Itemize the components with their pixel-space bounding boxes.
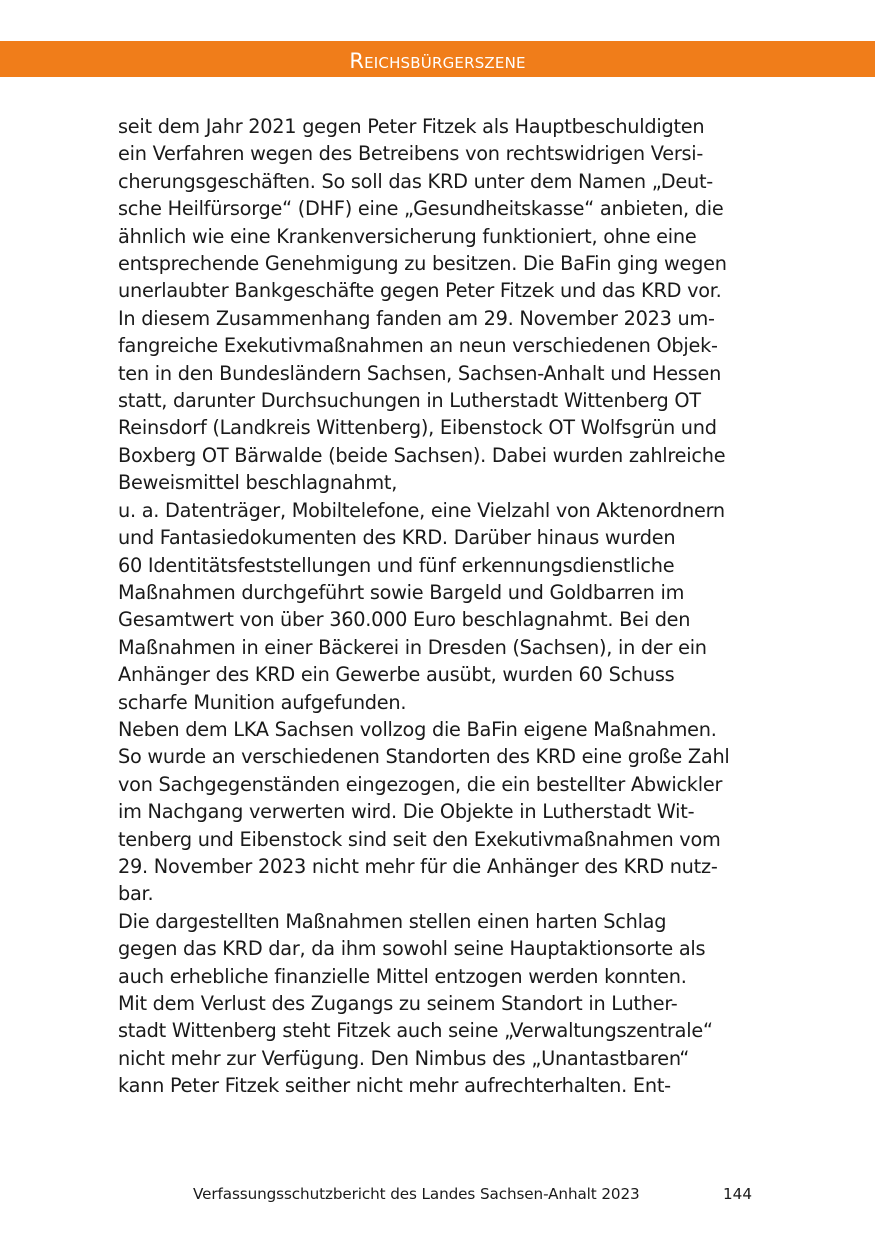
text-line: und Fantasiedokumenten des KRD. Darüber hinaus wurden	[118, 526, 676, 550]
text-line: bar.	[118, 882, 154, 906]
section-header-bar	[0, 41, 875, 77]
text-line: In diesem Zusammenhang fanden am 29. November 2023 um-	[118, 306, 715, 330]
text-line: ein Verfahren wegen des Betreibens von rechtswidrigen Versi-	[118, 142, 704, 166]
footer-publication-title: Verfassungsschutzbericht des Landes Sachsen-Anhalt 2023	[193, 1185, 640, 1203]
text-line: nicht mehr zur Verfügung. Den Nimbus des „Unantastbaren“	[118, 1046, 690, 1070]
text-line: cherungsgeschäften. So soll das KRD unter dem Namen „Deut-	[118, 169, 713, 193]
text-line: scharfe Munition aufgefunden.	[118, 690, 407, 714]
text-line: tenberg und Eibenstock sind seit den Exekutivmaßnahmen vom	[118, 827, 721, 851]
page-number: 144	[723, 1185, 752, 1203]
text-line: Neben dem LKA Sachsen vollzog die BaFin eigene Maßnahmen.	[118, 717, 717, 741]
text-line: seit dem Jahr 2021 gegen Peter Fitzek als Hauptbeschuldigten	[118, 115, 705, 138]
text-line: entsprechende Genehmigung zu besitzen. Die BaFin ging wegen	[118, 252, 727, 276]
text-line: u. a. Datenträger, Mobiltelefone, eine Vielzahl von Aktenordnern	[118, 498, 725, 522]
text-line: Maßnahmen durchgeführt sowie Bargeld und Goldbarren im	[118, 580, 685, 604]
text-line: So wurde an verschiedenen Standorten des KRD eine große Zahl	[118, 745, 730, 769]
text-line: gegen das KRD dar, da ihm sowohl seine Hauptaktionsorte als	[118, 937, 706, 961]
text-line: fangreiche Exekutivmaßnahmen an neun verschiedenen Objek-	[118, 334, 718, 358]
text-line: statt, darunter Durchsuchungen in Lutherstadt Wittenberg OT	[118, 389, 701, 413]
text-line: von Sachgegenständen eingezogen, die ein bestellter Abwickler	[118, 772, 723, 796]
text-line: im Nachgang verwerten wird. Die Objekte in Lutherstadt Wit-	[118, 800, 695, 824]
text-line: Gesamtwert von über 360.000 Euro beschlagnahmt. Bei den	[118, 608, 691, 632]
text-line: kann Peter Fitzek seither nicht mehr aufrechterhalten. Ent-	[118, 1074, 671, 1098]
text-line: sche Heilfürsorge“ (DHF) eine „Gesundheitskasse“ anbieten, die	[118, 197, 724, 221]
text-line: Die dargestellten Maßnahmen stellen einen harten Schlag	[118, 909, 667, 933]
text-line: unerlaubter Bankgeschäfte gegen Peter Fitzek und das KRD vor.	[118, 279, 722, 303]
section-title: Reichsbürgerszene	[349, 49, 526, 73]
text-line: Maßnahmen in einer Bäckerei in Dresden (Sachsen), in der ein	[118, 635, 707, 659]
text-line: Anhänger des KRD ein Gewerbe ausübt, wurden 60 Schuss	[118, 663, 675, 687]
page-footer	[0, 1182, 875, 1206]
text-line: stadt Wittenberg steht Fitzek auch seine „Verwaltungszentrale“	[118, 1019, 713, 1043]
text-line: ten in den Bundesländern Sachsen, Sachsen-Anhalt und Hessen	[118, 361, 722, 385]
text-line: Boxberg OT Bärwalde (beide Sachsen). Dabei wurden zahlreiche	[118, 443, 726, 467]
text-line: Reinsdorf (Landkreis Wittenberg), Eibenstock OT Wolfsgrün und	[118, 416, 717, 440]
body-text	[118, 113, 758, 1100]
text-line: 60 Identitätsfeststellungen und fünf erkennungsdienstliche	[118, 553, 675, 577]
text-line: auch erhebliche finanzielle Mittel entzogen werden konnten.	[118, 964, 687, 988]
text-line: Beweismittel beschlagnahmt,	[118, 471, 398, 495]
text-line: 29. November 2023 nicht mehr für die Anhänger des KRD nutz-	[118, 854, 718, 878]
text-line: ähnlich wie eine Krankenversicherung funktioniert, ohne eine	[118, 224, 697, 248]
text-line: Mit dem Verlust des Zugangs zu seinem Standort in Luther-	[118, 992, 678, 1015]
